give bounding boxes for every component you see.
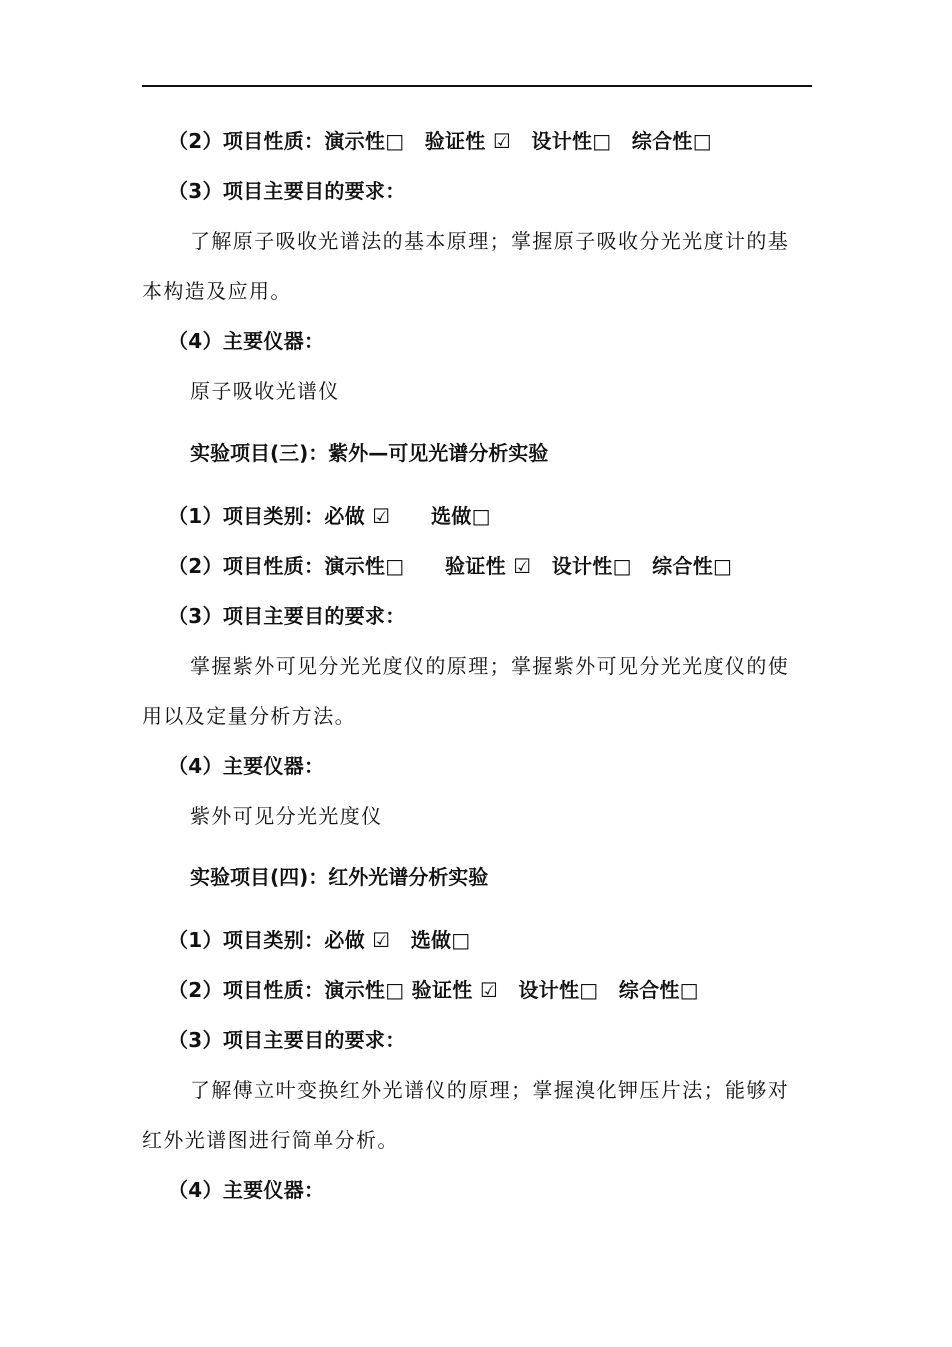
purpose-text: 了解原子吸收光谱法的基本原理；掌握原子吸收分光光度计的基 xyxy=(190,229,790,253)
item-category-line: （1）项目类别：必做 ☑ 选做□ xyxy=(168,504,491,528)
item-nature-line: （2）项目性质：演示性□ 验证性 ☑ 设计性□ 综合性□ xyxy=(168,129,712,153)
instrument-text: 紫外可见分光光度仪 xyxy=(190,804,383,828)
purpose-text-cont: 用以及定量分析方法。 xyxy=(142,704,356,728)
item-nature-line: （2）项目性质：演示性□ 验证性 ☑ 设计性□ 综合性□ xyxy=(168,978,699,1002)
item-nature-line: （2）项目性质：演示性□ 验证性 ☑ 设计性□ 综合性□ xyxy=(168,554,733,578)
item-purpose-heading: （3）项目主要目的要求： xyxy=(168,179,406,203)
instrument-heading: （4）主要仪器： xyxy=(168,754,325,778)
item-purpose-heading: （3）项目主要目的要求： xyxy=(168,1028,406,1052)
instrument-heading: （4）主要仪器： xyxy=(168,1178,325,1202)
instrument-heading: （4）主要仪器： xyxy=(168,329,325,353)
instrument-text: 原子吸收光谱仪 xyxy=(190,379,340,403)
item-purpose-heading: （3）项目主要目的要求： xyxy=(168,604,406,628)
header-rule xyxy=(142,85,812,87)
purpose-text: 掌握紫外可见分光光度仪的原理；掌握紫外可见分光光度仪的使 xyxy=(190,654,790,678)
purpose-text-cont: 本构造及应用。 xyxy=(142,279,292,303)
purpose-text-cont: 红外光谱图进行简单分析。 xyxy=(142,1128,399,1152)
item-category-line: （1）项目类别：必做 ☑ 选做□ xyxy=(168,928,471,952)
section-title-4: 实验项目(四)：红外光谱分析实验 xyxy=(190,865,489,889)
purpose-text: 了解傅立叶变换红外光谱仪的原理；掌握溴化钾压片法；能够对 xyxy=(190,1078,790,1102)
section-title-3: 实验项目(三)：紫外—可见光谱分析实验 xyxy=(190,441,549,465)
